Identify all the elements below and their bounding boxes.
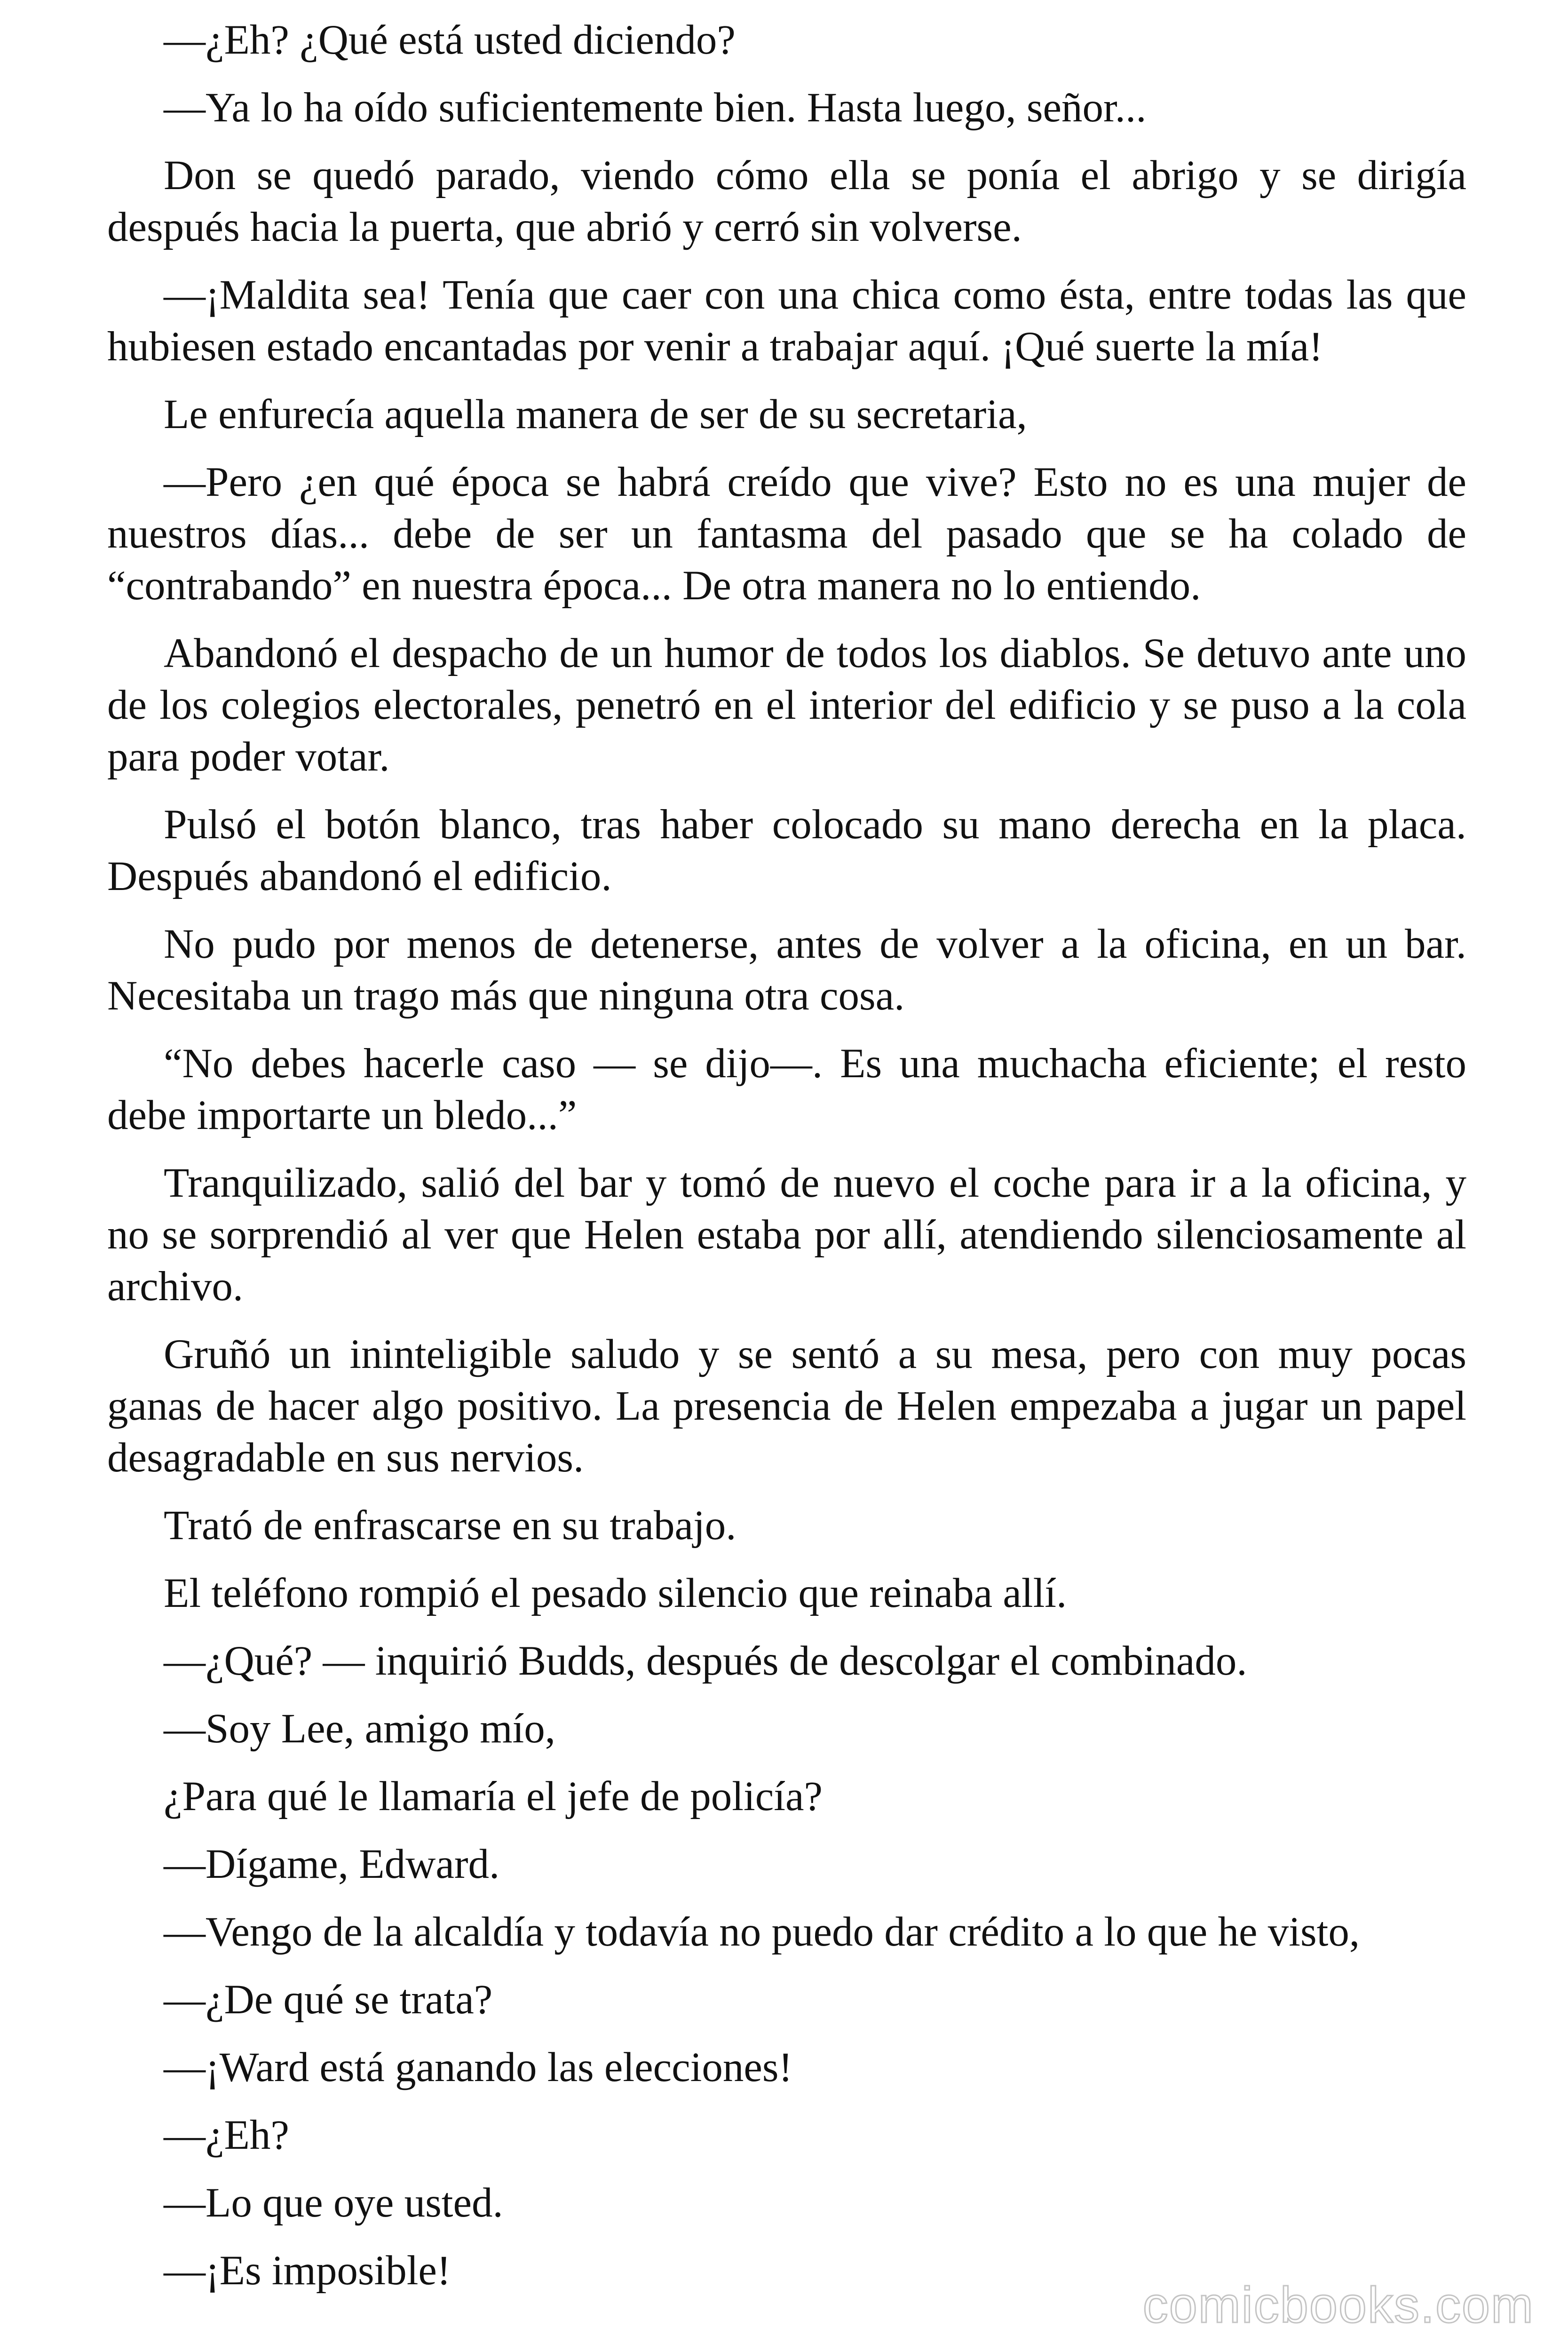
paragraph: —Ya lo ha oído suficientemente bien. Hasta luego, señor... xyxy=(164,85,1147,131)
paragraph: —¿Qué? — inquirió Budds, después de descolgar el combinado. xyxy=(164,1638,1247,1684)
paragraph: —¿De qué se trata? xyxy=(164,1977,493,2023)
paragraph: —Dígame, Edward. xyxy=(164,1841,500,1887)
paragraph: —¡Ward está ganando las elecciones! xyxy=(164,2044,793,2090)
paragraph: —¿Eh? ¿Qué está usted diciendo? xyxy=(164,17,736,63)
paragraph: No pudo por menos de detenerse, antes de volver a la oficina, en un bar. Necesitaba un trago más que ninguna otra cosa. xyxy=(107,921,1466,1019)
text-column xyxy=(107,14,1466,2312)
paragraph: El teléfono rompió el pesado silencio que reinaba allí. xyxy=(164,1570,1067,1616)
paragraph: Pulsó el botón blanco, tras haber colocado su mano derecha en la placa. Después abandonó el edificio. xyxy=(107,802,1466,899)
paragraph: ¿Para qué le llamaría el jefe de policía? xyxy=(164,1773,823,1820)
watermark: comicbooks.com xyxy=(1142,2276,1534,2333)
paragraph: Tranquilizado, salió del bar y tomó de nuevo el coche para ir a la oficina, y no se sorprendió al ver que Helen estaba por allí, atendiendo silenciosamente al archivo. xyxy=(107,1160,1466,1310)
paragraph: —Vengo de la alcaldía y todavía no puedo dar crédito a lo que he visto, xyxy=(164,1909,1360,1955)
paragraph: —¡Es imposible! xyxy=(164,2248,451,2294)
paragraph: Trató de enfrascarse en su trabajo. xyxy=(164,1502,736,1549)
paragraph: Gruñó un ininteligible saludo y se sentó a su mesa, pero con muy pocas ganas de hacer algo positivo. La presencia de Helen empezaba a jugar un papel desagradable en sus nervios. xyxy=(107,1331,1466,1481)
paragraph: Don se quedó parado, viendo cómo ella se ponía el abrigo y se dirigía después hacia la puerta, que abrió y cerró sin volverse. xyxy=(107,152,1466,250)
paragraph: —¿Eh? xyxy=(164,2112,289,2158)
paragraph: “No debes hacerle caso — se dijo—. Es una muchacha eficiente; el resto debe importarte un bledo...” xyxy=(107,1041,1466,1138)
paragraph: Abandonó el despacho de un humor de todos los diablos. Se detuvo ante uno de los colegios electorales, penetró en el interior del edificio y se puso a la cola para poder votar. xyxy=(107,630,1466,780)
paragraph: —Soy Lee, amigo mío, xyxy=(164,1706,556,1752)
paragraph: —Pero ¿en qué época se habrá creído que vive? Esto no es una mujer de nuestros días... debe de ser un fantasma del pasado que se ha colado de “contrabando” en nuestra época... De otra manera no lo entiendo. xyxy=(107,459,1466,609)
paragraph: —Lo que oye usted. xyxy=(164,2180,503,2226)
paragraph: —¡Maldita sea! Tenía que caer con una chica como ésta, entre todas las que hubiesen estado encantadas por venir a trabajar aquí. ¡Qué suerte la mía! xyxy=(107,272,1466,370)
paragraph: Le enfurecía aquella manera de ser de su secretaria, xyxy=(164,391,1027,437)
